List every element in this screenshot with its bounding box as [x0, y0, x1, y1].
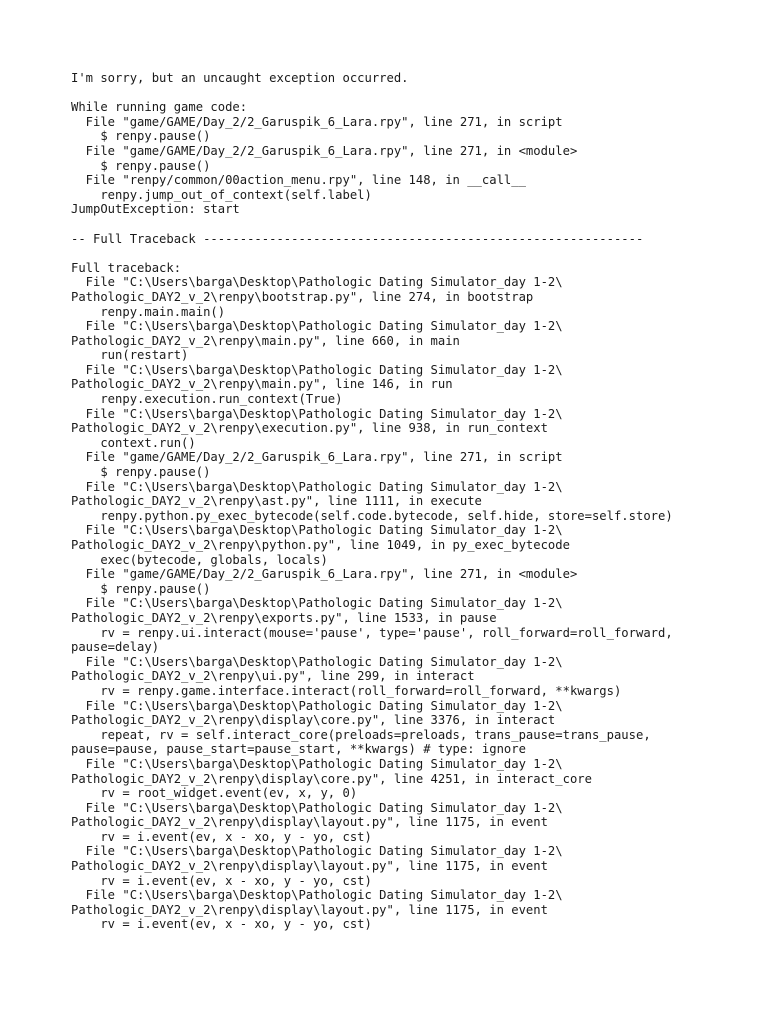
traceback-line: File "game/GAME/Day_2/2_Garuspik_6_Lara.rpy", line 271, in <module>: [71, 143, 578, 158]
traceback-line: File "C:\Users\barga\Desktop\Pathologic Dating Simulator_day 1-2\: [71, 800, 563, 815]
traceback-line: $ renpy.pause(): [71, 129, 211, 144]
traceback-line: Pathologic_DAY2_v_2\renpy\main.py", line 146, in run: [71, 377, 453, 392]
traceback-line: rv = i.event(ev, x - xo, y - yo, cst): [71, 873, 372, 888]
traceback-line: repeat, rv = self.interact_core(preloads=preloads, trans_pause=trans_pause,: [71, 727, 651, 742]
traceback-line: exec(bytecode, globals, locals): [71, 552, 328, 567]
section-heading: Full traceback:: [71, 260, 182, 275]
traceback-line: Pathologic_DAY2_v_2\renpy\python.py", line 1049, in py_exec_bytecode: [71, 538, 570, 552]
traceback-line: pause=pause, pause_start=pause_start, **kwargs) # type: ignore: [71, 742, 526, 757]
traceback-line: Pathologic_DAY2_v_2\renpy\display\core.py", line 4251, in interact_core: [71, 771, 592, 786]
traceback-line: File "C:\Users\barga\Desktop\Pathologic Dating Simulator_day 1-2\: [71, 523, 563, 538]
traceback-line: File "C:\Users\barga\Desktop\Pathologic Dating Simulator_day 1-2\: [71, 479, 563, 494]
traceback-line: Pathologic_DAY2_v_2\renpy\exports.py", line 1533, in pause: [71, 610, 497, 625]
traceback-line: File "C:\Users\barga\Desktop\Pathologic Dating Simulator_day 1-2\: [71, 362, 563, 377]
traceback-line: File "C:\Users\barga\Desktop\Pathologic Dating Simulator_day 1-2\: [71, 596, 563, 611]
traceback-line: pause=delay): [71, 640, 160, 655]
traceback-line: $ renpy.pause(): [71, 158, 211, 173]
traceback-line: File "C:\Users\barga\Desktop\Pathologic Dating Simulator_day 1-2\: [71, 406, 563, 421]
traceback-line: Pathologic_DAY2_v_2\renpy\display\core.py", line 3376, in interact: [71, 713, 556, 728]
traceback-line: Pathologic_DAY2_v_2\renpy\display\layout.py", line 1175, in event: [71, 815, 548, 830]
section-heading: While running game code:: [71, 100, 248, 115]
exception-line: JumpOutException: start: [71, 202, 240, 217]
traceback-line: File "game/GAME/Day_2/2_Garuspik_6_Lara.rpy", line 271, in script: [71, 450, 563, 465]
traceback-line: File "C:\Users\barga\Desktop\Pathologic Dating Simulator_day 1-2\: [71, 756, 563, 771]
traceback-line: Pathologic_DAY2_v_2\renpy\ui.py", line 299, in interact: [71, 669, 475, 684]
traceback-line: File "renpy/common/00action_menu.rpy", line 148, in __call__: [71, 173, 526, 188]
traceback-line: run(restart): [71, 348, 189, 363]
traceback-line: renpy.jump_out_of_context(self.label): [71, 187, 372, 202]
full-traceback-divider: -- Full Traceback ------------------------------------------------------------: [71, 231, 644, 246]
traceback-line: rv = renpy.game.interface.interact(roll_forward=roll_forward, **kwargs): [71, 683, 622, 698]
traceback-line: File "C:\Users\barga\Desktop\Pathologic Dating Simulator_day 1-2\: [71, 654, 563, 669]
blank-line: [71, 246, 761, 261]
traceback-line: rv = i.event(ev, x - xo, y - yo, cst): [71, 829, 372, 844]
traceback-line: Pathologic_DAY2_v_2\renpy\display\layout.py", line 1175, in event: [71, 859, 548, 874]
traceback-line: File "C:\Users\barga\Desktop\Pathologic Dating Simulator_day 1-2\: [71, 275, 563, 290]
traceback-line: Pathologic_DAY2_v_2\renpy\display\layout.py", line 1175, in event: [71, 902, 548, 917]
traceback-line: File "game/GAME/Day_2/2_Garuspik_6_Lara.rpy", line 271, in script: [71, 114, 563, 129]
traceback-line: Pathologic_DAY2_v_2\renpy\main.py", line 660, in main: [71, 333, 460, 348]
traceback-line: File "C:\Users\barga\Desktop\Pathologic Dating Simulator_day 1-2\: [71, 319, 563, 334]
traceback-line: $ renpy.pause(): [71, 581, 211, 596]
traceback-line: File "C:\Users\barga\Desktop\Pathologic Dating Simulator_day 1-2\: [71, 698, 563, 713]
blank-line: [71, 217, 761, 232]
traceback-line: File "C:\Users\barga\Desktop\Pathologic Dating Simulator_day 1-2\: [71, 888, 563, 903]
traceback-line: renpy.python.py_exec_bytecode(self.code.bytecode, self.hide, store=self.store): [71, 508, 673, 523]
traceback-line: rv = renpy.ui.interact(mouse='pause', type='pause', roll_forward=roll_forward,: [71, 625, 673, 640]
traceback-line: rv = i.event(ev, x - xo, y - yo, cst): [71, 917, 372, 932]
blank-line: [71, 86, 761, 101]
traceback-line: $ renpy.pause(): [71, 465, 211, 480]
traceback-line: context.run(): [71, 435, 196, 450]
traceback-page: [71, 71, 761, 932]
error-message: I'm sorry, but an uncaught exception occurred.: [71, 71, 409, 85]
traceback-line: Pathologic_DAY2_v_2\renpy\ast.py", line 1111, in execute: [71, 494, 482, 509]
traceback-line: renpy.execution.run_context(True): [71, 392, 343, 407]
traceback-line: renpy.main.main(): [71, 304, 226, 319]
traceback-line: Pathologic_DAY2_v_2\renpy\bootstrap.py", line 274, in bootstrap: [71, 289, 534, 304]
traceback-line: Pathologic_DAY2_v_2\renpy\execution.py", line 938, in run_context: [71, 421, 548, 436]
traceback-line: rv = root_widget.event(ev, x, y, 0): [71, 786, 358, 801]
traceback-line: File "C:\Users\barga\Desktop\Pathologic Dating Simulator_day 1-2\: [71, 844, 563, 859]
traceback-line: File "game/GAME/Day_2/2_Garuspik_6_Lara.rpy", line 271, in <module>: [71, 567, 578, 582]
